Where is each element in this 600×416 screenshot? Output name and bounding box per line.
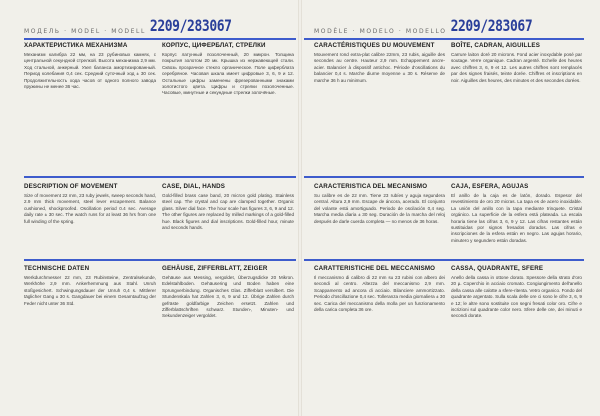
right-row-italian bbox=[314, 265, 582, 320]
left-row-german bbox=[24, 265, 294, 320]
left-model-banner bbox=[24, 18, 232, 36]
right-section-case-es bbox=[451, 183, 582, 244]
section-title: CARACTERISTICA DEL MECANISMO bbox=[314, 183, 428, 190]
section-body: Корпус латунный позолоченный, 20 микрон. Толщина покрытия золотом 20 мк. Крышка из нержавеющей стали. Сквозь прозрачное стекло органическое. Поле циферблата серебряное. Часовая шкала имеет цифровые 3, 6, 9 и 12. Остальные цифры заменены фрезерованными знаками золотистого цвета. Цифры и стрелки позолоченные. Часовые, минутные и секундные стрелки золочёные. bbox=[162, 52, 294, 96]
section-title: CASE, DIAL, HANDS bbox=[162, 183, 226, 190]
section-title: BOÎTE, CADRAN, AIGUILLES bbox=[451, 42, 540, 49]
section-body: Mouvement rond extra-plat calibre 22mm, 23 rubis, aiguille des secondes au centre. Hauteur 2,9 mm. Echappement ancre-acier. Balancier à dispositif antichoc. Période d'oscillations du balancier 0,4 s. Marche diurne moyenne ± 30 s. Réserve de marche 36 h au minimum. bbox=[314, 52, 445, 83]
left-row-russian bbox=[24, 42, 294, 97]
section-body: Механизм калибра 22 мм, на 23 рубиновых камнях, с центральной секундной стрелкой. Высота механизма 2,9 мм. Ход стальной, анкерный. Узел баланса амортизированный. Период колебания 0,4 сек. Средний суточный ход ± 30 сек. Продолжительность хода часов от одного полного завода пружины не менее 36 час. bbox=[24, 52, 156, 90]
right-section-movement-es bbox=[314, 183, 445, 244]
section-body: Carrure laiton doré 20 microns. Fond acier inoxydable posé par soutage. Verre organique. Cadran argenté. Echelle des heures avec chiffres 3, 6, 9 et 12. Les autres chiffres sont remplacés par des signes fraisés, teinte dorée. Chiffres et inscriptions en noir. Aiguilles des heures, des minutes et des secondes dorées. bbox=[451, 52, 582, 83]
section-body: Su calibre es de 22 mm. Tiene 23 rubíes y aguja segundera central. Altura 2,9 mm. Escape de áncora, acerado. El conjunto del volante está amortiguado. Periodo de oscilación 0,4 seg. Marcha media diaria ± 30 seg. Duración de la marcha del reloj después de darle cuerda completa — no menos de 36 horas. bbox=[314, 193, 445, 224]
section-title: GEHÄUSE, ZIFFERBLATT, ZEIGER bbox=[162, 265, 268, 272]
section-title: ХАРАКТЕРИСТИКА МЕХАНИЗМА bbox=[24, 42, 128, 49]
right-section-case-it bbox=[451, 265, 582, 320]
left-section-case-en bbox=[162, 183, 294, 231]
left-model-number: 2209/283067 bbox=[149, 17, 232, 36]
section-body: Anello della cassa in ottone dorato. Spessore della strato d'oro 20 µ. Coperchio in acciaio cromato. Congiungimento dell'anello della cassa alle calotte a sfere-ritenta. Vetro organico. Fondo del quadrante argentato. Sulla scala delle ore ci sono le cifre 3, 6, 9 e 12; le altre sono sostituite con segni fresati color oro. Cifre e iscrizioni sul quadrante color nero. Sfere delle ore, dei minuti e secondi dorate. bbox=[451, 275, 582, 319]
left-section-movement-en bbox=[24, 183, 156, 231]
section-title: CARATTERISTICHE DEL MECCANISMO bbox=[314, 265, 436, 272]
right-rule-1 bbox=[304, 38, 584, 40]
right-model-banner bbox=[314, 18, 532, 36]
section-body: Il meccanismo di calibro di 22 mm su 23 rubini con albero dei secondi al centro. Altezza del meccanismo 2,9 mm. Scappamento ad ancora di acciaio. Bilanciere ammortizzato. Periodo d'oscillazione 0,4 sec. Tolleranza media giornaliera ± 30 sec. Carica del meccanismo della molla per un funzionamento della carica completa 36 ore. bbox=[314, 275, 445, 313]
section-title: CASSA, QUADRANTE, SFERE bbox=[451, 265, 544, 272]
left-rule-2 bbox=[24, 176, 296, 178]
left-section-case-de bbox=[162, 265, 294, 320]
section-title: КОРПУС, ЦИФЕРБЛАТ, СТРЕЛКИ bbox=[162, 42, 266, 49]
left-section-movement-ru bbox=[24, 42, 156, 97]
right-page bbox=[300, 0, 600, 416]
left-section-case-ru bbox=[162, 42, 294, 97]
left-model-label: МОДЕЛЬ · MODEL · MODELL bbox=[24, 28, 146, 35]
right-rule-2 bbox=[304, 176, 584, 178]
left-row-english bbox=[24, 183, 294, 231]
right-row-french bbox=[314, 42, 582, 84]
section-body: Size of movement 22 mm, 23 ruby jewels, sweep seconds hand, 2.9 mm thick movement, steel lever escapement. Balance cushioned, shockproofed. Oscillation period 0.4 sec. Average daily rate ± 30 sec. The watch runs for at least 36 hrs from one full winding of the spring. bbox=[24, 193, 156, 224]
right-model-label: MODÈLE · MODELO · MODELLO bbox=[314, 28, 447, 35]
left-rule-3 bbox=[24, 259, 296, 261]
section-title: CAJA, ESFERA, AGUJAS bbox=[451, 183, 529, 190]
left-section-movement-de bbox=[24, 265, 156, 320]
left-rule-1 bbox=[24, 38, 296, 40]
section-body: Gehäuse aus Messing, vergoldet, Überzugsdicke 20 Mikron. Edelstahlboden. Gehäusering und Boden haben eine Sprungverbindung. Organisches Glas. Zifferblatt versilbert. Die Stundenskala hat Zahlen 3, 6, 9 und 12. Übrige Zahlen durch gefräste goldfarbige Zeichen ersetzt. Zahlen und Zifferblattschriften schwarz. Stunden-, Minuten- und Sekundenzeiger vergoldet. bbox=[162, 275, 294, 319]
right-model-number: 2209/283067 bbox=[450, 17, 533, 36]
section-body: Werkdurchmesser 22 mm, 23 Rubinsteine, Zentralsekunde, Werkhöhe 2,9 mm. Ankerhemmung aus Stahl. Unruh stoßgesichert. Schwingungsdauer der Unruh 0,4 s. Mittlerer täglicher Gang ± 30 s. Gangdauer bei einem Gesamtaufzug der Feder nicht unter 36 Std. bbox=[24, 275, 156, 306]
section-body: Gold-filled brass case band, 20 micron gold plating. Stainless steel cap. The crystal and cap are clamped together. Organic glass. Silver dial face. The hour scale has figures 3, 6, 9 and 12. The other figures are replaced by milled markings of a gold-filled hue. Black figures and dial inscriptions. Gold-filled hour, minute and seconds hands. bbox=[162, 193, 294, 231]
right-section-movement-it bbox=[314, 265, 445, 320]
right-section-movement-fr bbox=[314, 42, 445, 84]
section-title: CARACTÉRISTIQUES DU MOUVEMENT bbox=[314, 42, 435, 49]
section-body: El anillo de la caja es de latón, dorado. Espesor del revestimiento de oro 20 micras. La tapa es de acero inoxidable. La unión del anillo con la tapa mediante trinquete. Cristal orgánico. La superficie de la esfera está plateada. La escala horaria tiene las cifras 3, 6, 9 y 12. Las cifras restantes están sustituidas por signos fresados dorados. Las cifras e inscripciones de la esfera están en negro. Las agujas horario, minutero y segundero están doradas. bbox=[451, 193, 582, 243]
section-title: TECHNISCHE DATEN bbox=[24, 265, 90, 272]
section-title: DESCRIPTION OF MOVEMENT bbox=[24, 183, 118, 190]
right-row-spanish bbox=[314, 183, 582, 244]
right-rule-3 bbox=[304, 259, 584, 261]
right-section-case-fr bbox=[451, 42, 582, 84]
